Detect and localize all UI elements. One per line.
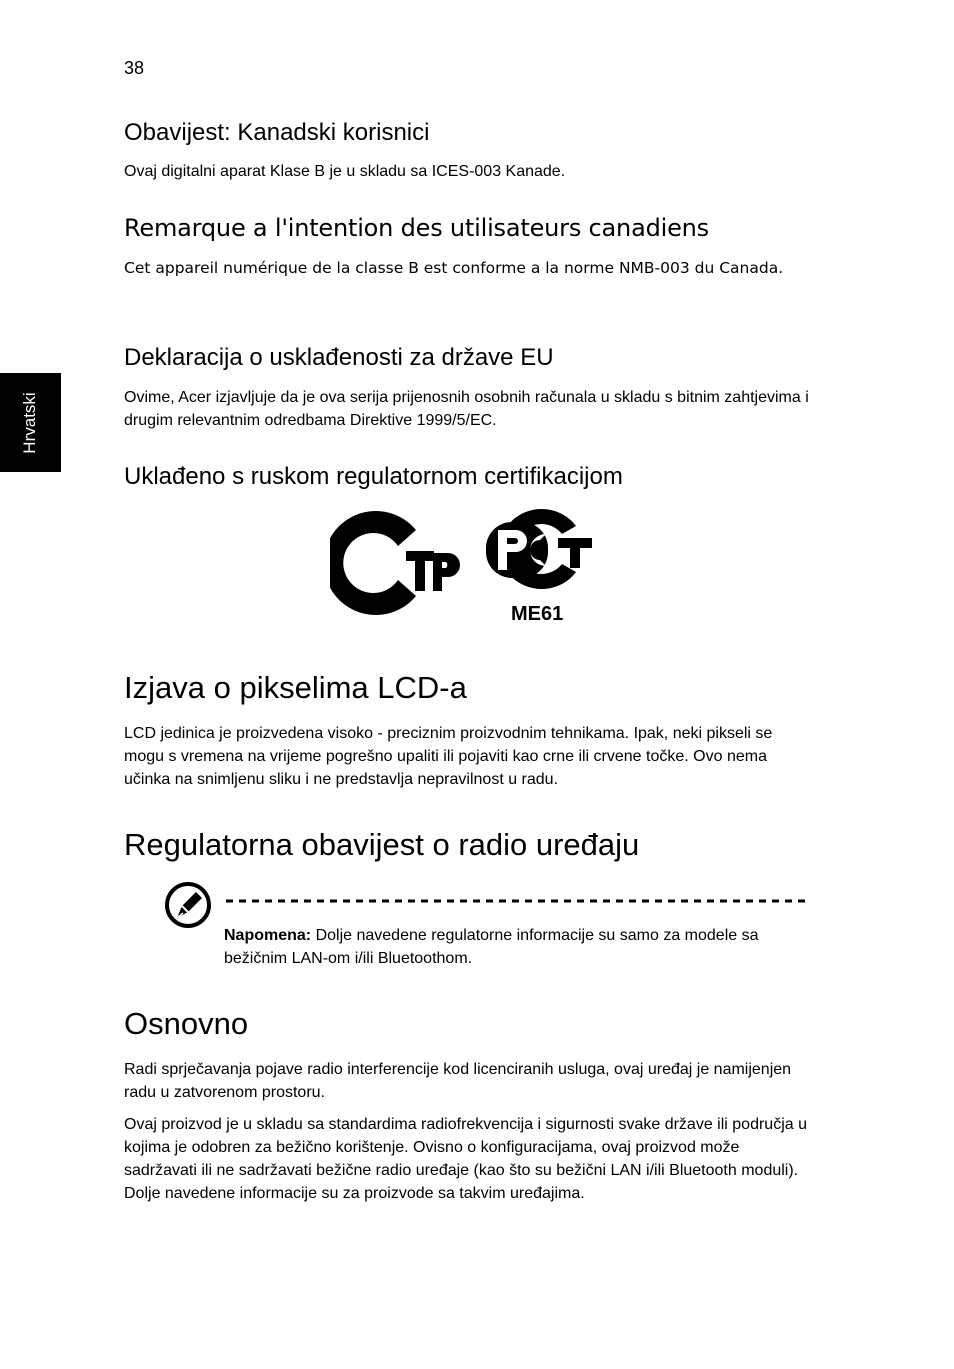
note-label: Napomena:	[224, 927, 312, 944]
text-canada-hr: Ovaj digitalni aparat Klase B je u skladu sa ICES-003 Kanade.	[124, 163, 566, 180]
pen-note-icon	[163, 880, 213, 930]
note-body: Dolje navedene regulatorne informacije su samo za modele sa bežičnim LAN-om i/ili Bluetoothom.	[224, 927, 759, 967]
text-canada-fr: Cet appareil numérique de la classe B est conforme a la norme NMB-003 du Canada.	[124, 259, 784, 277]
page-number: 38	[124, 58, 145, 78]
text-basic-1: Radi sprječavanja pojave radio interferencije kod licenciranih usluga, ovaj uređaj je namijenjen radu u zatvorenom prostoru.	[124, 1061, 792, 1101]
gost-ctp-certification-mark	[330, 510, 462, 620]
heading-canada-fr: Remarque a l'intention des utilisateurs canadiens	[124, 214, 709, 242]
language-side-tab	[0, 373, 61, 472]
text-eu: Ovime, Acer izjavljuje da je ova serija prijenosnih osobnih računala u skladu s bitnim zahtjevima i drugim relevantnim odredbama Direktive 1999/5/EC.	[124, 389, 809, 429]
gost-pct-certification-mark	[486, 508, 592, 592]
text-basic-2: Ovaj proizvod je u skladu sa standardima radiofrekvencija i sigurnosti svake države ili područja u kojima je odobren za bežično korištenje. Ovisno o konfiguracijama, ovaj proizvod može sadržavati ili ne sadržavati bežične radio uređaje (kao što su bežični LAN i/ili Bluetooth moduli). Dolje navedene informacije su za proizvode sa takvim uređajima.	[124, 1116, 807, 1202]
note-divider	[226, 898, 810, 904]
language-side-tab-label: Hrvatski	[20, 392, 39, 454]
heading-lcd: Izjava o pikselima LCD-a	[124, 670, 467, 705]
heading-radio: Regulatorna obavijest o radio uređaju	[124, 827, 640, 862]
heading-canada-hr: Obavijest: Kanadski korisnici	[124, 119, 430, 146]
text-lcd: LCD jedinica je proizvedena visoko - preciznim proizvodnim tehnikama. Ipak, neki pikseli se mogu s vremena na vrijeme pogrešno upaliti ili pojaviti kao crne ili crvene točke. Ovo nema učinka na snimljenu sliku i ne predstavlja nepravilnost u radu.	[124, 725, 773, 788]
certification-code: ME61	[511, 603, 564, 625]
heading-russia: Uklađeno s ruskom regulatornom certifikacijom	[124, 463, 623, 490]
heading-basic: Osnovno	[124, 1006, 249, 1041]
heading-eu: Deklaracija o usklađenosti za države EU	[124, 344, 554, 371]
note-text	[224, 924, 784, 970]
